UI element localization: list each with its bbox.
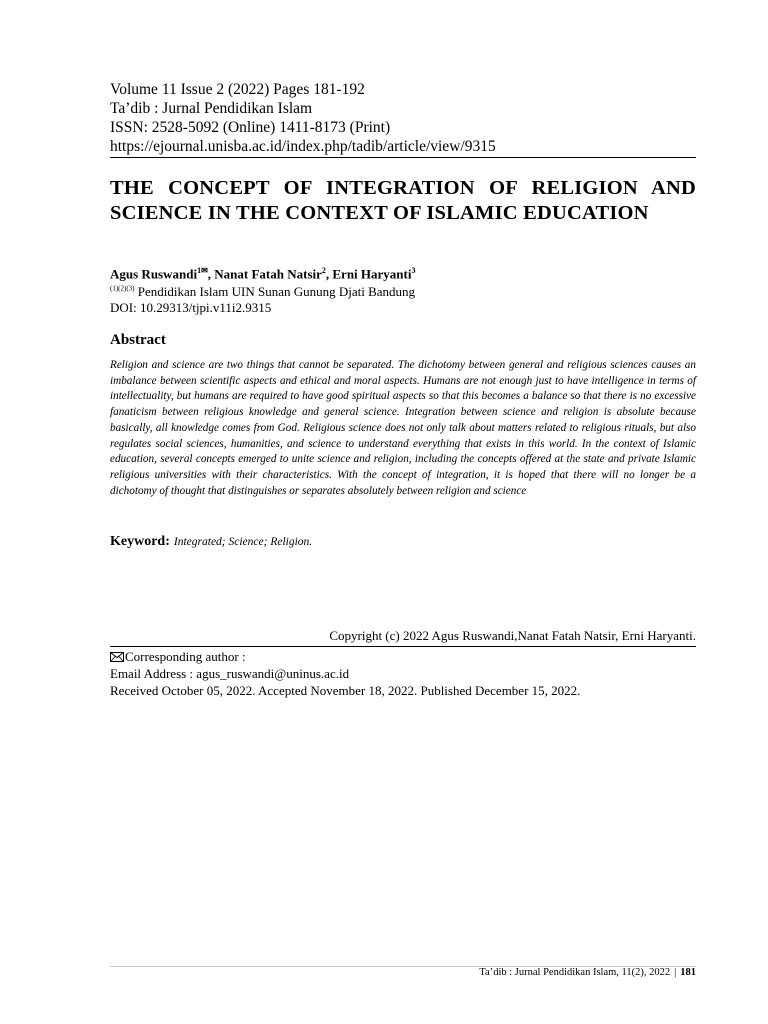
article-title: THE CONCEPT OF INTEGRATION OF RELIGION AND SCIENCE IN THE CONTEXT OF ISLAMIC EDUCATION [110,177,696,224]
author-list [110,266,415,282]
author-name: Agus Ruswandi [110,266,198,282]
abstract-heading: Abstract [110,332,166,348]
author-name: Erni Haryanti [332,266,412,282]
article-doi[interactable]: DOI: 10.29313/tjpi.v11i2.9315 [110,300,272,315]
publication-dates: Received October 05, 2022. Accepted November 18, 2022. Published December 15, 2022. [110,683,581,698]
journal-volume: Volume 11 Issue 2 (2022) Pages 181-192 [110,81,365,98]
author-name: Nanat Fatah Natsir [214,266,322,282]
copyright-notice: Copyright (c) 2022 Agus Ruswandi,Nanat Fatah Natsir, Erni Haryanti. [329,628,696,643]
corresponding-mail-icon: ✉ [201,266,208,275]
abstract-body: Religion and science are two things that cannot be separated. The dichotomy between general and religious sciences causes an imbalance between scientific aspects and ethical and moral aspects. Humans are not enough just to have intelligence in terms of intellectuality, but humans are required to have good spiritual aspects so that this becomes a balance so that there is no excessive fanaticism between religious knowledge and general science. Integration between science and religion is absolute because basically, all knowledge comes from God. Religious science does not only talk about matters related to religious rituals, but also regulates social sciences, humanities, and science to understand everything that exists in this world. In the context of Islamic education, several concepts emerged to unite science and religion, including the concepts offered at the state and private Islamic religious universities with their characteristics. With the concept of integration, it is hoped that there will no longer be a dichotomy of thought that distinguishes or separates absolutely between religion and science [110,359,696,497]
envelope-icon [110,652,124,662]
keyword-values: Integrated; Science; Religion. [173,536,313,548]
affiliation-marks: (1)(2)(3) [110,284,135,293]
journal-issn: ISSN: 2528-5092 (Online) 1411-8173 (Print) [110,119,391,136]
author-affiliation [110,284,415,300]
correspondence-block [110,648,580,699]
copyright-divider [110,646,696,647]
author-mark: 3 [411,266,416,275]
journal-header [110,80,696,156]
author-separator: , [325,266,333,282]
corresponding-author-line [110,648,580,665]
author-separator: , [207,266,215,282]
author-mark: 2 [321,266,326,275]
keyword-label: Keyword: [110,534,170,549]
affiliation-text: Pendidikan Islam UIN Sunan Gunung Djati Bandung [137,284,416,299]
running-title: Ta’dib : Jurnal Pendidikan Islam, 11(2), 2022 [479,967,671,978]
corresponding-author-label: Corresponding author : [125,649,246,664]
journal-name: Ta’dib : Jurnal Pendidikan Islam [110,100,313,117]
author-mark: 1 [197,266,202,275]
page-number: 181 [680,967,696,978]
journal-url[interactable]: https://ejournal.unisba.ac.id/index.php/tadib/article/view/9315 [110,138,496,155]
page-footer [110,967,696,978]
header-divider [110,157,696,158]
footer-separator: | [674,967,677,978]
email-address[interactable]: Email Address : agus_ruswandi@uninus.ac.id [110,666,350,681]
keyword-line [110,532,312,550]
